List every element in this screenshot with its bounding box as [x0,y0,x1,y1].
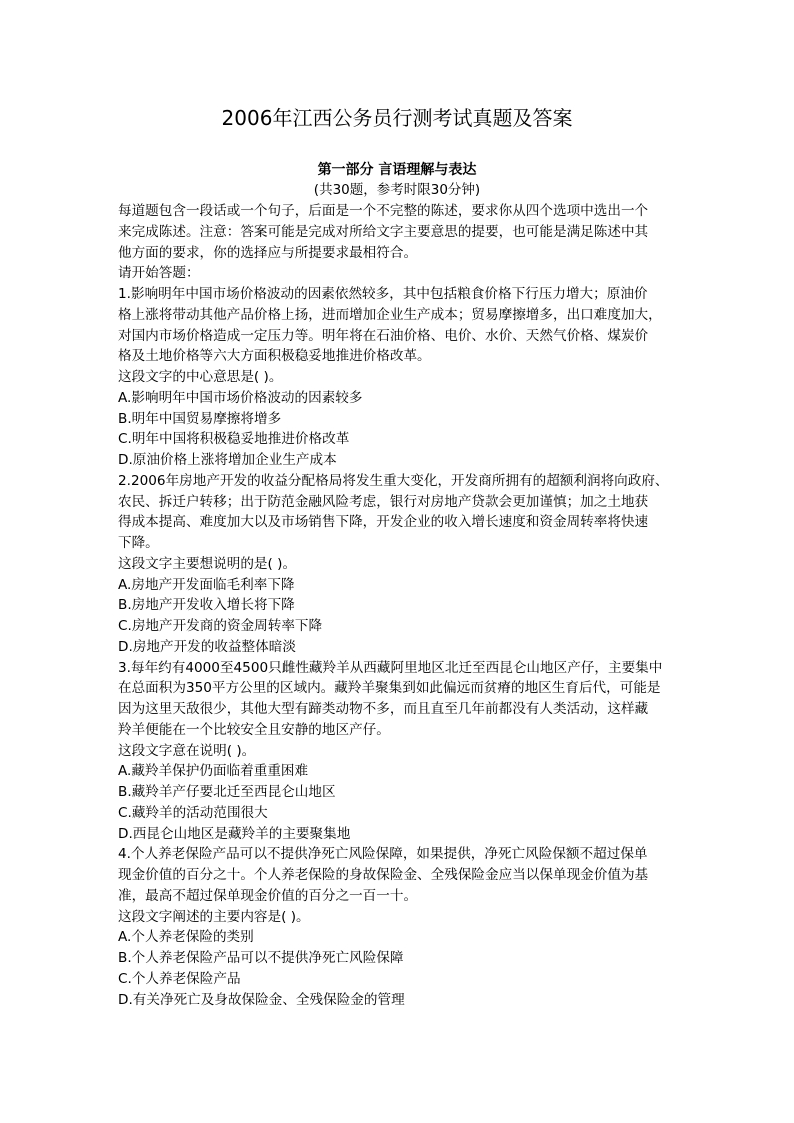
text-line: A.房地产开发面临毛利率下降 [118,576,295,593]
text-line: 3.每年约有4000至4500只雌性藏羚羊从西藏阿里地区北迁至西昆仑山地区产仔，主要集中 [118,659,663,676]
text-line: 这段文字意在说明( )。 [118,742,256,759]
text-line: D.有关净死亡及身故保险金、全残保险金的管理 [118,991,405,1008]
text-line: 这段文字主要想说明的是( )。 [118,555,297,572]
text-line: 农民、拆迁户转移；出于防范金融风险考虑，银行对房地产贷款会更加谨慎；加之土地获 [118,493,649,510]
text-line: C.房地产开发商的资金周转率下降 [118,618,323,634]
text-line: B.房地产开发收入增长将下降 [118,597,295,614]
text-line: 请开始答题： [118,265,200,282]
text-line: 这段文字阐述的主要内容是( )。 [118,908,310,925]
text-line: D.房地产开发的收益整体暗淡 [118,638,296,655]
text-line: C.个人养老保险产品 [118,970,241,987]
text-line: 来完成陈述。注意：答案可能是完成对所给文字主要意思的提要，也可能是满足陈述中其 [118,223,649,240]
text-line: 格及土地价格等六大方面积极稳妥地推进价格改革。 [118,348,431,365]
text-line: D.西昆仑山地区是藏羚羊的主要聚集地 [118,825,351,842]
text-line: C.明年中国将积极稳妥地推进价格改革 [118,431,350,448]
text-line: A.藏羚羊保护仍面临着重重困难 [118,763,309,780]
text-line: D.原油价格上涨将增加企业生产成本 [118,452,337,468]
text-line: 4.个人养老保险产品可以不提供净死亡风险保障，如果提供，净死亡风险保额不超过保单 [118,846,648,863]
text-line: A.个人养老保险的类别 [118,929,254,946]
text-line: 每道题包含一段话或一个句子，后面是一个不完整的陈述，要求你从四个选项中选出一个 [118,203,649,219]
section-note: (共30题，参考时限30分钟) [313,182,481,198]
section-heading: 第一部分 言语理解与表达 [317,162,477,178]
text-line: A.影响明年中国市场价格波动的因素较多 [118,389,363,406]
text-line: 这段文字的中心意思是( )。 [118,369,283,385]
text-line: B.个人养老保险产品可以不提供净死亡风险保障 [118,950,404,966]
text-line: 2.2006年房地产开发的收益分配格局将发生重大变化，开发商所拥有的超额利润将向政府、 [118,472,669,489]
text-line: 他方面的要求，你的选择应与所提要求最相符合。 [118,244,418,261]
text-line: 格上涨将带动其他产品价格上扬，进而增加企业生产成本；贸易摩擦增多，出口难度加大， [118,306,662,323]
text-line: 下降。 [118,535,159,551]
document-title: 2006年江西公务员行测考试真题及答案 [221,106,573,130]
text-line: 羚羊便能在一个比较安全且安静的地区产仔。 [118,721,390,738]
text-line: 对国内市场价格造成一定压力等。明年将在石油价格、电价、水价、天然气价格、煤炭价 [118,327,649,344]
text-line: 准，最高不超过保单现金价值的百分之一百一十。 [118,887,418,904]
text-line: 现金价值的百分之十。个人养老保险的身故保险金、全残保险金应当以保单现金价值为基 [118,867,649,883]
text-line: 在总面积为350平方公里的区域内。藏羚羊聚集到如此偏远而贫瘠的地区生育后代，可能是 [118,680,661,697]
text-line: B.明年中国贸易摩擦将增多 [118,410,282,427]
text-line: 得成本提高、难度加大以及市场销售下降，开发企业的收入增长速度和资金周转率将快速 [118,514,649,531]
text-line: 1.影响明年中国市场价格波动的因素依然较多，其中包括粮食价格下行压力增大；原油价 [118,286,648,302]
text-line: B.藏羚羊产仔要北迁至西昆仑山地区 [118,784,336,800]
text-line: C.藏羚羊的活动范围很大 [118,804,268,821]
document-body [118,201,698,1010]
text-line: 因为这里天敌很少，其他大型有蹄类动物不多，而且直至几年前都没有人类活动，这样藏 [118,701,649,717]
